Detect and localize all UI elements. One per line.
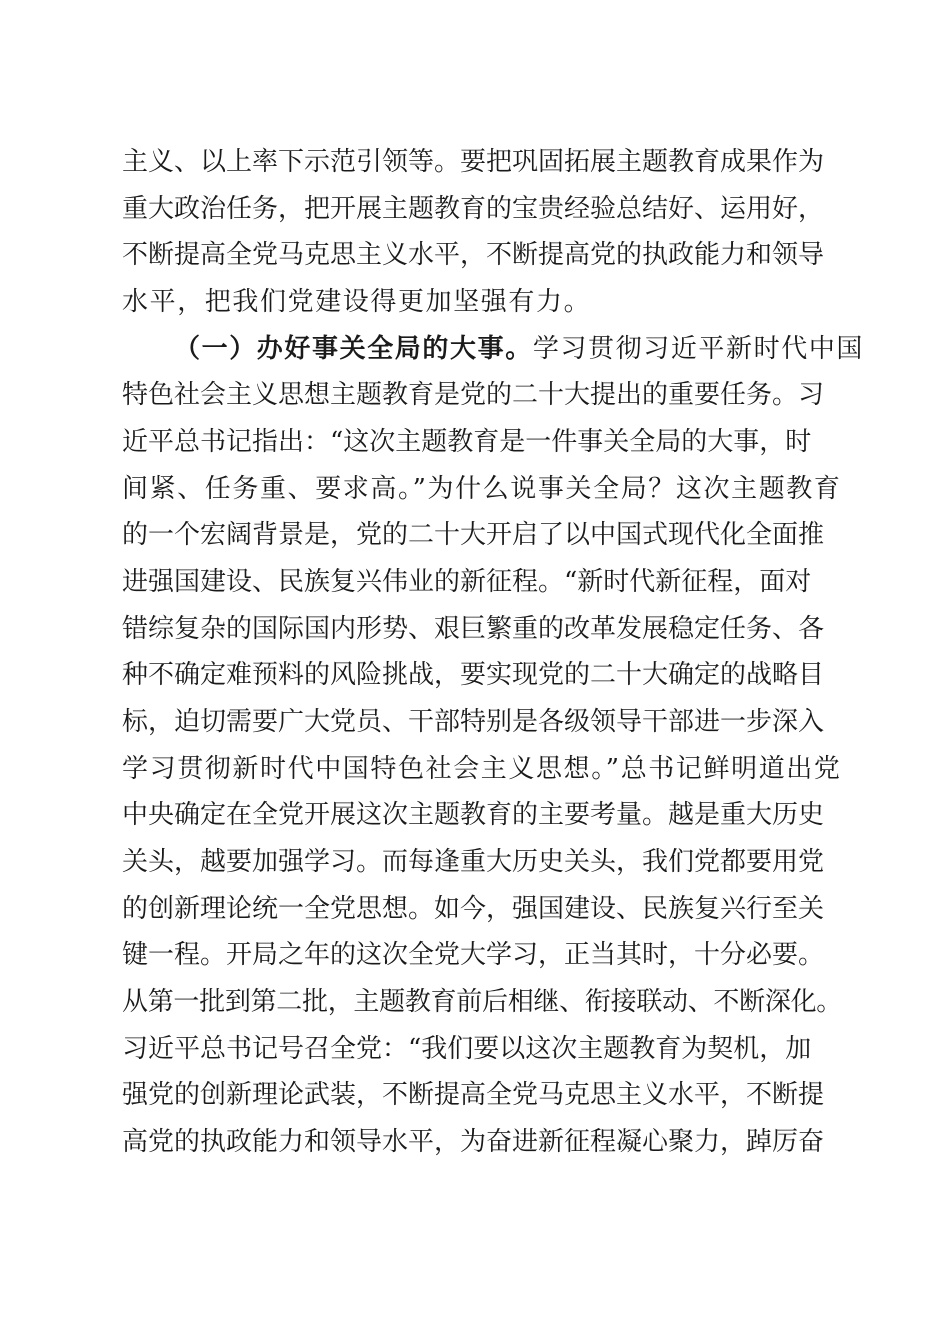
paragraph-line: 从第一批到第二批，主题教育前后相继、衔接联动、不断深化。 — [122, 987, 843, 1017]
paragraph-line: 高党的执政能力和领导水平，为奋进新征程凝心聚力，踔厉奋 — [122, 1127, 825, 1157]
paragraph-line: 主义、以上率下示范引领等。要把巩固拓展主题教育成果作为 — [122, 147, 825, 177]
paragraph-line: 种不确定难预料的风险挑战，要实现党的二十大确定的战略目 — [122, 660, 825, 690]
paragraph-line: 间紧、任务重、要求高。”为什么说事关全局？这次主题教育 — [122, 474, 842, 504]
section-first-line — [174, 327, 894, 371]
paragraph-line: 习近平总书记号召全党：“我们要以这次主题教育为契机，加 — [122, 1034, 812, 1064]
paragraph-line: 强党的创新理论武装，不断提高全党马克思主义水平，不断提 — [122, 1080, 825, 1110]
paragraph-line: 中央确定在全党开展这次主题教育的主要考量。越是重大历史 — [122, 800, 825, 830]
section-first-line-text: 学习贯彻习近平新时代中国 — [532, 334, 865, 364]
section-heading: （一）办好事关全局的大事。 — [174, 334, 533, 364]
paragraph-line: 重大政治任务，把开展主题教育的宝贵经验总结好、运用好， — [122, 194, 825, 224]
paragraph-line: 水平，把我们党建设得更加坚强有力。 — [122, 287, 592, 317]
paragraph-line: 近平总书记指出：“这次主题教育是一件事关全局的大事，时 — [122, 427, 812, 457]
paragraph-line: 关头，越要加强学习。而每逢重大历史关头，我们党都要用党 — [122, 847, 825, 877]
paragraph-line: 键一程。开局之年的这次全党大学习，正当其时，十分必要。 — [122, 940, 825, 970]
paragraph-line: 的创新理论统一全党思想。如今，强国建设、民族复兴行至关 — [122, 894, 825, 924]
paragraph-line: 标，迫切需要广大党员、干部特别是各级领导干部进一步深入 — [122, 707, 825, 737]
paragraph-line: 错综复杂的国际国内形势、艰巨繁重的改革发展稳定任务、各 — [122, 614, 825, 644]
paragraph-line: 进强国建设、民族复兴伟业的新征程。“新时代新征程，面对 — [122, 567, 812, 597]
paragraph-line: 学习贯彻新时代中国特色社会主义思想。”总书记鲜明道出党 — [122, 754, 842, 784]
paragraph-line: 的一个宏阔背景是，党的二十大开启了以中国式现代化全面推 — [122, 520, 825, 550]
paragraph-line: 不断提高全党马克思主义水平，不断提高党的执政能力和领导 — [122, 240, 825, 270]
paragraph-line: 特色社会主义思想主题教育是党的二十大提出的重要任务。习 — [122, 380, 825, 410]
